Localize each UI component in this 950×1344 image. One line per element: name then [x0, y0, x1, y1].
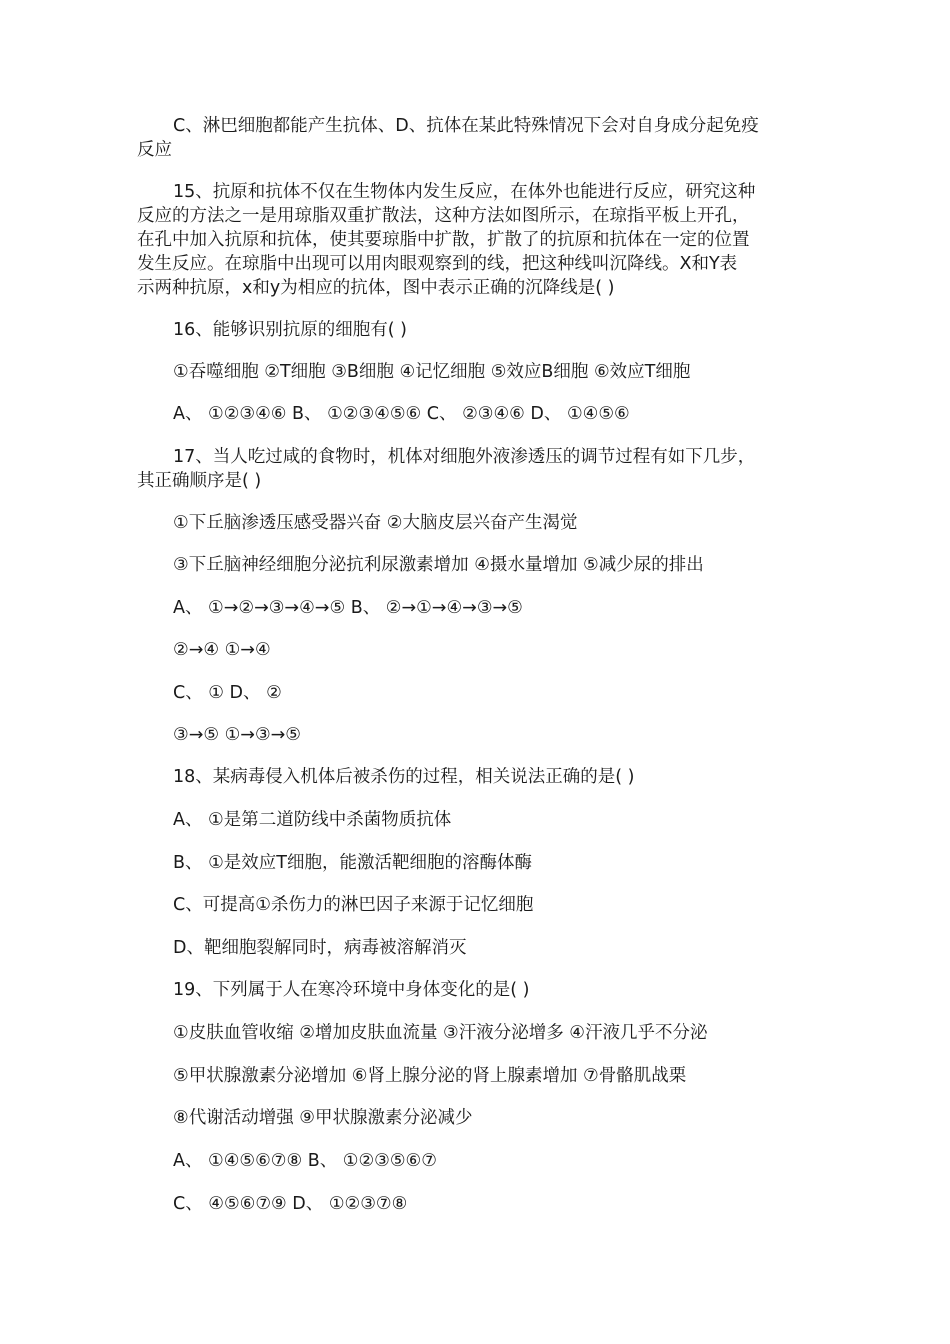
q17-stem-line2: 其正确顺序是( )	[137, 471, 262, 491]
q15-stem: 15、抗原和抗体不仅在生物体内发生反应，在体外也能进行反应，研究这种	[173, 182, 756, 202]
q15-stem-line2: 反应的方法之一是用琼脂双重扩散法，这种方法如图所示，在琼指平板上开孔，	[137, 206, 750, 226]
q17-items-1: ①下丘脑渗透压感受器兴奋 ②大脑皮层兴奋产生渴觉	[173, 513, 578, 533]
q19-options-c-d: C、 ④⑤⑥⑦⑨ D、 ①②③⑦⑧	[173, 1194, 408, 1214]
q17-items-2: ③下丘脑神经细胞分泌抗利尿激素增加 ④摄水量增加 ⑤减少尿的排出	[173, 555, 704, 575]
q18-option-c: C、可提高①杀伤力的淋巴因子来源于记忆细胞	[173, 895, 534, 915]
q14-option-c-d: C、淋巴细胞都能产生抗体、D、抗体在某此特殊情况下会对自身成分起免疫	[173, 116, 759, 136]
q16-options: A、 ①②③④⑥ B、 ①②③④⑤⑥ C、 ②③④⑥ D、 ①④⑤⑥	[173, 404, 630, 424]
q15-stem-line4: 发生反应。在琼脂中出现可以用肉眼观察到的线，把这种线叫沉降线。X和Y表	[137, 254, 738, 274]
q17-options-fragment-2: ③→⑤ ①→③→⑤	[173, 725, 301, 745]
q18-option-d: D、靶细胞裂解同时，病毒被溶解消灭	[173, 938, 467, 958]
q19-items-3: ⑧代谢活动增强 ⑨甲状腺激素分泌减少	[173, 1108, 473, 1128]
q18-option-a: A、 ①是第二道防线中杀菌物质抗体	[173, 810, 452, 830]
q19-stem: 19、下列属于人在寒冷环境中身体变化的是( )	[173, 980, 530, 1000]
q17-options-fragment-1: ②→④ ①→④	[173, 640, 271, 660]
q15-stem-line3: 在孔中加入抗原和抗体，使其要琼脂中扩散，扩散了的抗原和抗体在一定的位置	[137, 230, 750, 250]
q18-option-b: B、 ①是效应T细胞，能激活靶细胞的溶酶体酶	[173, 853, 532, 873]
q14-option-d-cont: 反应	[137, 140, 172, 160]
q19-items-2: ⑤甲状腺激素分泌增加 ⑥肾上腺分泌的肾上腺素增加 ⑦骨骼肌战栗	[173, 1066, 687, 1086]
q19-options-a-b: A、 ①④⑤⑥⑦⑧ B、 ①②③⑤⑥⑦	[173, 1151, 437, 1171]
q15-stem-line5: 示两种抗原，x和y为相应的抗体，图中表示正确的沉降线是( )	[137, 278, 615, 298]
q17-options-a-b: A、 ①→②→③→④→⑤ B、 ②→①→④→③→⑤	[173, 598, 523, 618]
q16-items: ①吞噬细胞 ②T细胞 ③B细胞 ④记忆细胞 ⑤效应B细胞 ⑥效应T细胞	[173, 362, 691, 382]
q16-stem: 16、能够识别抗原的细胞有( )	[173, 320, 407, 340]
q19-items-1: ①皮肤血管收缩 ②增加皮肤血流量 ③汗液分泌增多 ④汗液几乎不分泌	[173, 1023, 708, 1043]
q17-options-c-d: C、 ① D、 ②	[173, 683, 282, 703]
q18-stem: 18、某病毒侵入机体后被杀伤的过程，相关说法正确的是( )	[173, 767, 635, 787]
q17-stem: 17、当人吃过咸的食物时，机体对细胞外液渗透压的调节过程有如下几步，	[173, 447, 756, 467]
